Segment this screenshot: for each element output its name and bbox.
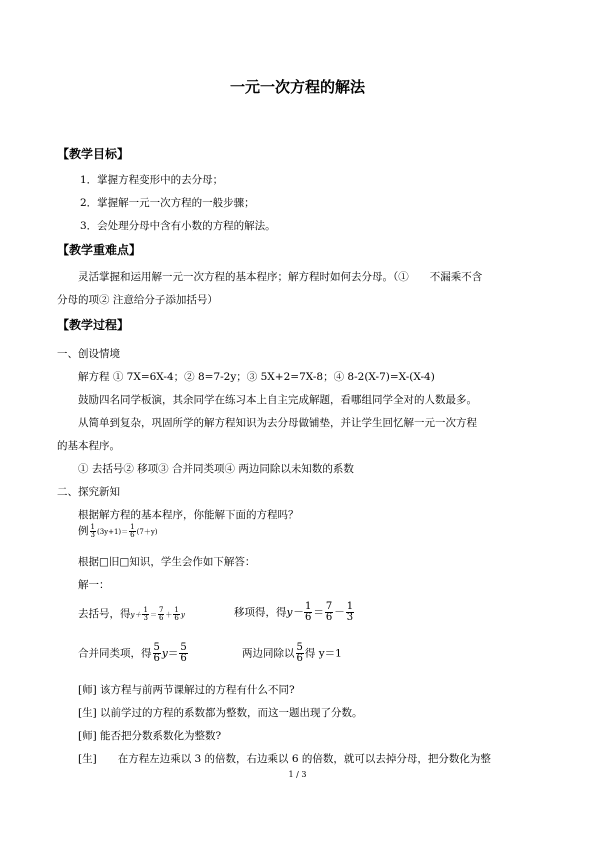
step-divide: [242, 643, 342, 664]
fraction-move-1-3: $\frac{1}{3}$: [346, 601, 354, 623]
section-1-steps: ① 去括号② 移项③ 合并同类项④ 两边同除以未知数的系数: [78, 463, 354, 475]
dialogue-teacher-1: [师] 该方程与前两节课解过的方程有什么不同?: [78, 684, 295, 696]
fraction-one-sixth: $\frac{1}{6}$: [130, 522, 135, 539]
goal-item-2: 2．掌握解一元一次方程的一般步骤；: [80, 197, 255, 209]
dialogue-teacher-2: [师] 能否把分数系数化为整数?: [78, 730, 222, 742]
fraction-move-7-6: $\frac{7}{6}$: [325, 601, 333, 623]
goal-item-3: 3．会处理分母中含有小数的方程的解法。: [80, 220, 276, 232]
step-expand: 去括号，得y＋ $\frac{1}{3}$ ＝ $\frac{7}{6}$ ＋ $\frac{1}{6}$ y: [78, 605, 185, 622]
step-expand-label: 去括号，得: [78, 608, 131, 620]
section-1-para-2b: 的基本程序。: [57, 440, 120, 452]
section-2-title: 二、探究新知: [57, 486, 120, 498]
section-2-para-1: 根据解方程的基本程序，你能解下面的方程吗？: [78, 509, 299, 521]
fraction-divide-5-6: $\frac{5}{6}$: [296, 642, 303, 664]
section-2-para-2: 根据□旧□知识，学生会作如下解答：: [78, 556, 256, 568]
page-title: 一元一次方程的解法: [229, 78, 365, 96]
fraction-1-3: $\frac{1}{3}$: [143, 605, 148, 622]
section-1-equations: 解方程 ① 7X=6X-4；② 8=7-2y；③ 5X+2=7X-8；④ 8-2(X-7)=X-(X-4): [78, 371, 435, 383]
step-combine: 合并同类项，得 $\frac{5}{6}$ y＝ $\frac{5}{6}$: [78, 642, 187, 664]
keypoints-heading: 【教学重难点】: [57, 243, 142, 257]
fraction-move-1-6: $\frac{1}{6}$: [304, 601, 312, 623]
section-1-para-1: 鼓励四名同学板演，其余同学在练习本上自主完成解题，看哪组同学全对的人数最多。: [78, 394, 477, 406]
step-combine-label: 合并同类项，得: [78, 647, 152, 660]
example-middle: (3y+1)＝: [96, 528, 129, 536]
fraction-combine-5-6: $\frac{5}{6}$: [153, 642, 160, 664]
example-equation: [78, 522, 158, 541]
page-number: 1 / 3: [288, 770, 307, 779]
section-1-title: 一、创设情境: [57, 348, 120, 360]
fraction-1-6: $\frac{1}{6}$: [174, 605, 179, 622]
example-prefix: 例: [78, 525, 89, 537]
example-right: (7＋y): [136, 528, 158, 536]
goals-heading: 【教学目标】: [57, 147, 130, 161]
keypoints-line-2: 分母的项② 注意给分子添加括号）: [57, 294, 218, 306]
section-1-para-2a: 从简单到复杂，巩固所学的解方程知识为去分母做铺垫，并让学生回忆解一元一次方程: [78, 417, 477, 429]
fraction-one-third: $\frac{1}{3}$: [90, 522, 95, 539]
step-divide-label: 两边同除以: [242, 647, 295, 660]
step-divide-result: 得 y＝1: [304, 647, 342, 660]
solution-label: 解一：: [78, 579, 110, 591]
dialogue-student-1: [生] 以前学过的方程的系数都为整数，而这一题出现了分数。: [78, 707, 363, 719]
step-move-label: 移项得，得: [234, 606, 287, 619]
step-move: 移项得，得y－ $\frac{1}{6}$ ＝ $\frac{7}{6}$ － $\frac{1}{3}$: [234, 601, 354, 623]
process-heading: 【教学过程】: [57, 318, 130, 332]
fraction-7-6: $\frac{7}{6}$: [158, 605, 164, 622]
fraction-combine-5-6-b: $\frac{5}{6}$: [180, 642, 187, 664]
goal-item-1: 1．掌握方程变形中的去分母；: [80, 174, 224, 186]
dialogue-student-2: [生] 在方程左边乘以 3 的倍数，右边乘以 6 的倍数，就可以去掉分母，把分数化为整: [78, 753, 491, 765]
keypoints-line-1: 灵活掌握和运用解一元一次方程的基本程序；解方程时如何去分母。（① 不漏乘不含: [78, 271, 483, 283]
